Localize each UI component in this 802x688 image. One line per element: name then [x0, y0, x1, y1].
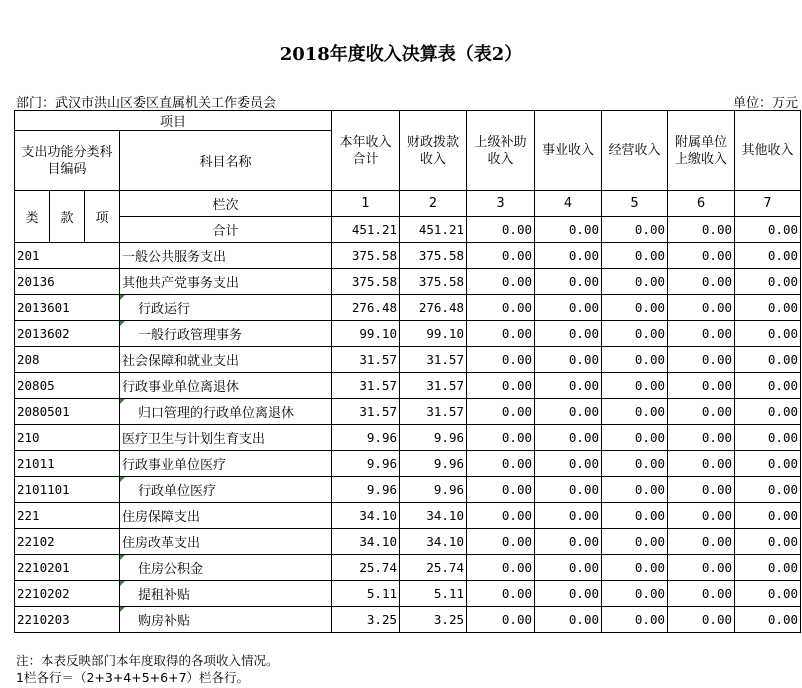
row-value: 0.00 — [467, 399, 535, 425]
row-name: 行政事业单位医疗 — [120, 451, 332, 477]
row-value: 5.11 — [400, 581, 467, 607]
table-row — [15, 321, 801, 347]
row-value: 31.57 — [332, 373, 400, 399]
footnote: 1栏各行＝（2+3+4+5+6+7）栏各行。 — [16, 670, 250, 685]
row-value: 0.00 — [535, 373, 602, 399]
row-value: 0.00 — [668, 529, 735, 555]
row-value: 0.00 — [535, 399, 602, 425]
col-number: 3 — [467, 191, 535, 217]
row-value: 99.10 — [332, 321, 400, 347]
row-name: 其他共产党事务支出 — [120, 269, 332, 295]
row-value: 0.00 — [668, 477, 735, 503]
row-value: 99.10 — [400, 321, 467, 347]
row-code: 2210203 — [15, 607, 120, 633]
page-title: 2018年度收入决算表（表2） — [279, 44, 523, 65]
row-name: 医疗卫生与计划生育支出 — [120, 425, 332, 451]
row-value: 276.48 — [332, 295, 400, 321]
row-value: 0.00 — [535, 243, 602, 269]
row-name: 行政事业单位离退休 — [120, 373, 332, 399]
total-cell: 0.00 — [535, 217, 602, 243]
row-value: 0.00 — [535, 321, 602, 347]
table-row — [15, 425, 801, 451]
row-value: 0.00 — [735, 503, 801, 529]
total-cell: 0.00 — [735, 217, 801, 243]
row-value: 0.00 — [602, 373, 668, 399]
row-value: 0.00 — [467, 477, 535, 503]
col-header-3: 上级补助收入 — [467, 111, 535, 191]
row-value: 0.00 — [467, 425, 535, 451]
row-value: 0.00 — [668, 373, 735, 399]
row-value: 375.58 — [400, 269, 467, 295]
row-value: 0.00 — [735, 347, 801, 373]
row-value: 0.00 — [535, 425, 602, 451]
row-value: 31.57 — [400, 373, 467, 399]
col-header-7: 其他收入 — [735, 111, 801, 191]
table-row — [15, 529, 801, 555]
row-code: 2013601 — [15, 295, 120, 321]
col-header-6: 附属单位上缴收入 — [668, 111, 735, 191]
row-value: 0.00 — [535, 503, 602, 529]
col-number: 5 — [602, 191, 668, 217]
table-row — [15, 243, 801, 269]
row-value: 0.00 — [735, 477, 801, 503]
header-project: 项目 — [15, 111, 332, 131]
table-row — [15, 347, 801, 373]
row-value: 34.10 — [400, 503, 467, 529]
row-value: 0.00 — [602, 243, 668, 269]
row-code: 221 — [15, 503, 120, 529]
row-code: 2101101 — [15, 477, 120, 503]
table-row — [15, 581, 801, 607]
table-row — [15, 503, 801, 529]
income-table — [14, 110, 801, 633]
table-row — [15, 295, 801, 321]
row-value: 5.11 — [332, 581, 400, 607]
table-row — [15, 477, 801, 503]
row-value: 9.96 — [332, 425, 400, 451]
col-number: 1 — [332, 191, 400, 217]
row-name: 社会保障和就业支出 — [120, 347, 332, 373]
header-func-code: 支出功能分类科目编码 — [15, 131, 120, 191]
table-row — [15, 607, 801, 633]
row-name: 一般行政管理事务 — [120, 321, 332, 347]
row-value: 0.00 — [735, 555, 801, 581]
row-code: 201 — [15, 243, 120, 269]
row-name: 提租补贴 — [120, 581, 332, 607]
row-code: 208 — [15, 347, 120, 373]
row-value: 9.96 — [400, 451, 467, 477]
total-cell: 451.21 — [400, 217, 467, 243]
table-row — [15, 269, 801, 295]
row-value: 0.00 — [467, 555, 535, 581]
row-value: 9.96 — [400, 425, 467, 451]
row-code: 20136 — [15, 269, 120, 295]
row-value: 375.58 — [400, 243, 467, 269]
row-value: 0.00 — [535, 295, 602, 321]
row-name: 住房改革支出 — [120, 529, 332, 555]
row-value: 0.00 — [467, 269, 535, 295]
col-header-2: 财政拨款收入 — [400, 111, 467, 191]
total-label: 合计 — [120, 217, 332, 243]
row-value: 0.00 — [535, 347, 602, 373]
row-value: 0.00 — [668, 295, 735, 321]
row-value: 0.00 — [535, 477, 602, 503]
row-value: 0.00 — [735, 607, 801, 633]
col-number: 2 — [400, 191, 467, 217]
row-value: 0.00 — [467, 607, 535, 633]
header-kuan: 款 — [50, 191, 85, 243]
row-value: 0.00 — [467, 243, 535, 269]
row-name: 一般公共服务支出 — [120, 243, 332, 269]
row-value: 25.74 — [332, 555, 400, 581]
row-name: 住房保障支出 — [120, 503, 332, 529]
header-subject-name: 科目名称 — [120, 131, 332, 191]
table-row — [15, 373, 801, 399]
row-value: 0.00 — [735, 373, 801, 399]
row-value: 3.25 — [332, 607, 400, 633]
row-value: 0.00 — [467, 503, 535, 529]
row-value: 0.00 — [467, 529, 535, 555]
row-value: 0.00 — [535, 451, 602, 477]
row-value: 0.00 — [735, 295, 801, 321]
row-value: 0.00 — [467, 347, 535, 373]
col-header-4: 事业收入 — [535, 111, 602, 191]
row-value: 0.00 — [668, 503, 735, 529]
row-value: 34.10 — [332, 503, 400, 529]
row-value: 0.00 — [735, 581, 801, 607]
row-value: 0.00 — [602, 477, 668, 503]
row-value: 0.00 — [668, 607, 735, 633]
row-name: 住房公积金 — [120, 555, 332, 581]
row-code: 22102 — [15, 529, 120, 555]
row-value: 31.57 — [400, 347, 467, 373]
table-row — [15, 555, 801, 581]
footnote: 注：本表反映部门本年度取得的各项收入情况。 — [16, 653, 279, 668]
row-value: 0.00 — [668, 243, 735, 269]
row-value: 0.00 — [467, 451, 535, 477]
row-value: 0.00 — [467, 321, 535, 347]
header-lei: 类 — [15, 191, 50, 243]
row-value: 0.00 — [535, 269, 602, 295]
department-label: 部门：武汉市洪山区委区直属机关工作委员会 — [16, 96, 277, 111]
row-value: 34.10 — [400, 529, 467, 555]
table-row — [15, 399, 801, 425]
row-value: 0.00 — [735, 451, 801, 477]
row-value: 31.57 — [332, 347, 400, 373]
row-value: 9.96 — [332, 477, 400, 503]
row-value: 0.00 — [602, 269, 668, 295]
row-value: 31.57 — [400, 399, 467, 425]
row-code: 2210201 — [15, 555, 120, 581]
row-code: 2013602 — [15, 321, 120, 347]
row-value: 0.00 — [602, 529, 668, 555]
row-value: 3.25 — [400, 607, 467, 633]
row-value: 375.58 — [332, 243, 400, 269]
row-value: 9.96 — [332, 451, 400, 477]
row-value: 0.00 — [735, 243, 801, 269]
total-cell: 0.00 — [668, 217, 735, 243]
row-code: 21011 — [15, 451, 120, 477]
row-value: 0.00 — [467, 373, 535, 399]
row-value: 9.96 — [400, 477, 467, 503]
row-value: 0.00 — [602, 321, 668, 347]
row-name: 归口管理的行政单位离退休 — [120, 399, 332, 425]
row-value: 0.00 — [602, 607, 668, 633]
row-value: 276.48 — [400, 295, 467, 321]
total-row — [15, 217, 801, 243]
row-code: 2210202 — [15, 581, 120, 607]
table-row — [15, 451, 801, 477]
row-value: 0.00 — [602, 399, 668, 425]
row-value: 0.00 — [602, 425, 668, 451]
row-name: 购房补贴 — [120, 607, 332, 633]
row-value: 0.00 — [602, 347, 668, 373]
row-value: 34.10 — [332, 529, 400, 555]
row-value: 0.00 — [467, 295, 535, 321]
row-value: 0.00 — [602, 451, 668, 477]
col-number: 4 — [535, 191, 602, 217]
total-cell: 0.00 — [602, 217, 668, 243]
row-code: 2080501 — [15, 399, 120, 425]
row-value: 0.00 — [735, 321, 801, 347]
row-value: 0.00 — [668, 425, 735, 451]
row-value: 0.00 — [602, 555, 668, 581]
row-value: 0.00 — [535, 529, 602, 555]
row-value: 0.00 — [668, 581, 735, 607]
row-value: 0.00 — [602, 503, 668, 529]
unit-label: 单位：万元 — [732, 96, 798, 111]
row-value: 0.00 — [668, 321, 735, 347]
row-value: 0.00 — [735, 529, 801, 555]
col-number: 6 — [668, 191, 735, 217]
row-name: 行政单位医疗 — [120, 477, 332, 503]
total-cell: 0.00 — [467, 217, 535, 243]
col-header-1: 本年收入合计 — [332, 111, 400, 191]
col-number: 7 — [735, 191, 801, 217]
row-code: 210 — [15, 425, 120, 451]
row-value: 0.00 — [602, 295, 668, 321]
total-cell: 451.21 — [332, 217, 400, 243]
row-value: 0.00 — [735, 269, 801, 295]
row-value: 0.00 — [735, 425, 801, 451]
row-code: 20805 — [15, 373, 120, 399]
row-value: 375.58 — [332, 269, 400, 295]
row-value: 0.00 — [735, 399, 801, 425]
row-value: 0.00 — [535, 555, 602, 581]
row-value: 31.57 — [332, 399, 400, 425]
header-xiang: 项 — [85, 191, 120, 243]
row-value: 0.00 — [602, 581, 668, 607]
row-value: 0.00 — [668, 451, 735, 477]
row-value: 0.00 — [467, 581, 535, 607]
row-value: 0.00 — [668, 555, 735, 581]
row-value: 0.00 — [535, 581, 602, 607]
row-value: 25.74 — [400, 555, 467, 581]
col-header-5: 经营收入 — [602, 111, 668, 191]
footnotes — [16, 652, 279, 686]
header-lanci: 栏次 — [120, 191, 332, 217]
row-value: 0.00 — [668, 399, 735, 425]
row-value: 0.00 — [535, 607, 602, 633]
row-name: 行政运行 — [120, 295, 332, 321]
row-value: 0.00 — [668, 269, 735, 295]
row-value: 0.00 — [668, 347, 735, 373]
